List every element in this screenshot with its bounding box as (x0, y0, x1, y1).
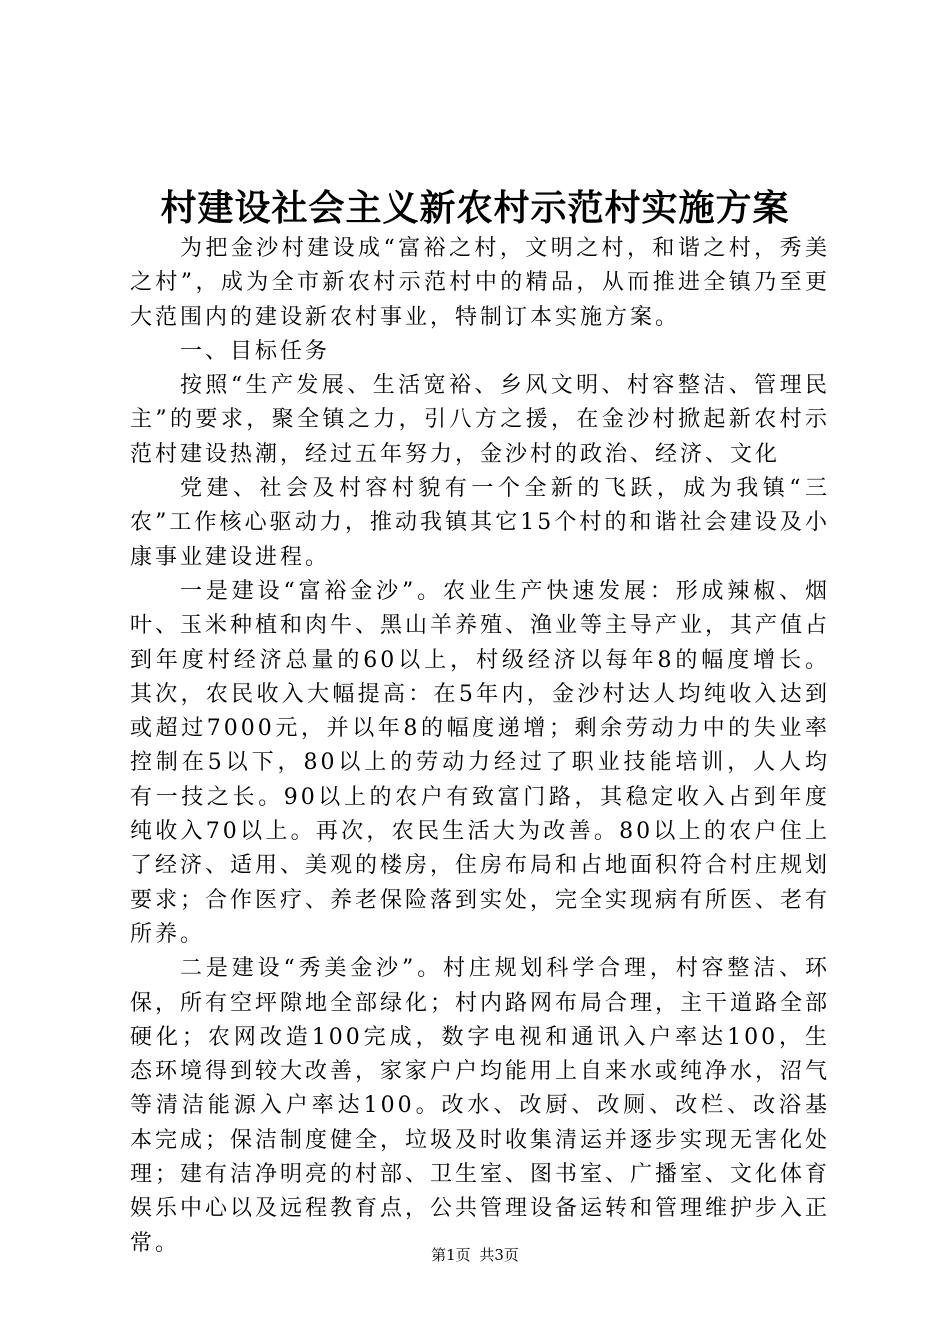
page-number: 第1页 (431, 1246, 471, 1264)
paragraph-prosperous-jinsha: 一是建设“富裕金沙”。农业生产快速发展：形成辣椒、烟叶、玉米种植和肉牛、黑山羊养殖、渔业等主导产业，其产值占到年度村经济总量的60以上，村级经济以每年8的幅度增长。其次，农民收入大幅提高：在5年内，金沙村达人均纯收入达到或超过7000元，并以年8的幅度递增；剩余劳动力中的失业率控制在5以下，80以上的劳动力经过了职业技能培训，人人均有一技之长。90以上的农户有致富门路，其稳定收入占到年度纯收入70以上。再次，农民生活大为改善。80以上的农户住上了经济、适用、美观的楼房，住房布局和占地面积符合村庄规划要求；合作医疗、养老保险落到实处，完全实现病有所医、老有所养。 (130, 578, 831, 947)
paragraph-party-building: 党建、社会及村容村貌有一个全新的飞跃，成为我镇“三农”工作核心驱动力，推动我镇其它15个村的和谐社会建设及小康事业建设进程。 (130, 476, 830, 570)
page-total: 共3页 (479, 1246, 519, 1264)
paragraph-intro: 为把金沙村建设成“富裕之村，文明之村，和谐之村，秀美之村”，成为全市新农村示范村中的精品，从而推进全镇乃至更大范围内的建设新农村事业，特制订本实施方案。 (130, 236, 830, 330)
document-body (130, 232, 830, 1261)
page-footer (0, 1245, 950, 1265)
section-heading-goals: 一、目标任务 (180, 338, 331, 364)
document-title: 村建设社会主义新农村示范村实施方案 (160, 188, 790, 229)
paragraph-requirements: 按照“生产发展、生活宽裕、乡风文明、村容整洁、管理民主”的要求，聚全镇之力，引八方之援，在金沙村掀起新农村示范村建设热潮，经过五年努力，金沙村的政治、经济、文化 (130, 373, 830, 467)
paragraph-beautiful-jinsha: 二是建设“秀美金沙”。村庄规划科学合理，村容整洁、环保，所有空坪隙地全部绿化；村内路网布局合理，主干道路全部硬化；农网改造100完成，数字电视和通讯入户率达100，生态环境得到较大改善，家家户户均能用上自来水或纯净水，沼气等清洁能源入户率达100。改水、改厨、改厕、改栏、改浴基本完成；保洁制度健全，垃圾及时收集清运并逐步实现无害化处理；建有洁净明亮的村部、卫生室、图书室、广播室、文化体育娱乐中心以及远程教育点，公共管理设备运转和管理维护步入正常。 (130, 956, 831, 1256)
